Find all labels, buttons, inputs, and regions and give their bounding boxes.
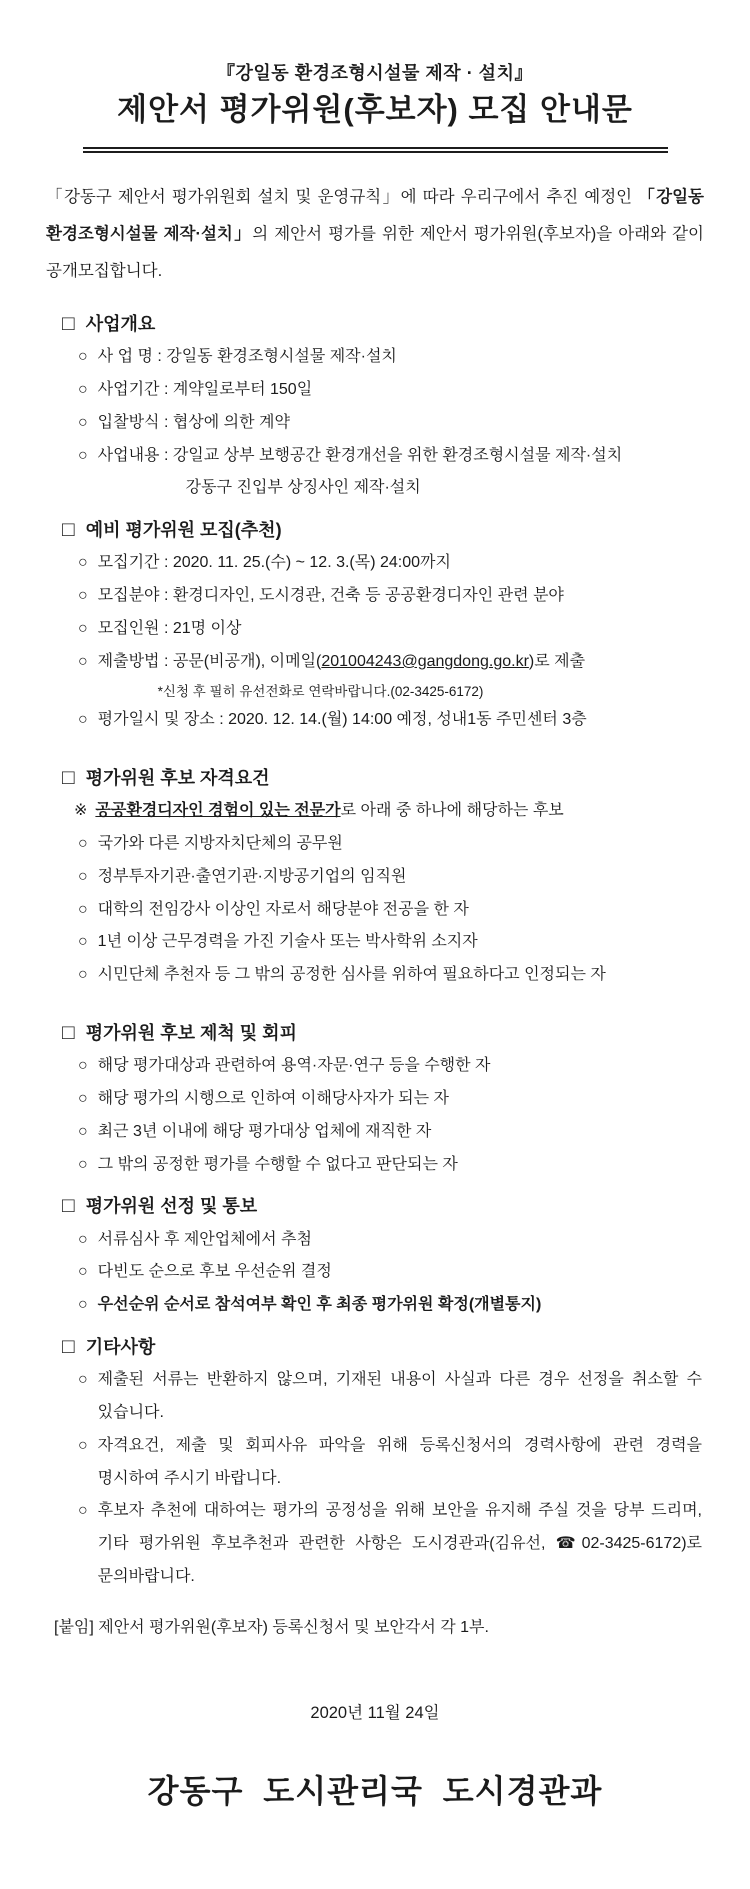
list-item xyxy=(78,1495,702,1593)
list-item xyxy=(78,828,702,861)
misc-item: 자격요건, 제출 및 회피사유 파악을 위해 등록신청서의 경력사항에 관련 경력을 명시하여 주시기 바랍니다. xyxy=(97,1436,702,1487)
qualification-note-rest: 로 아래 중 하나에 해당하는 후보 xyxy=(340,802,564,820)
submission-method-suffix: )로 제출 xyxy=(528,652,586,670)
section-heading xyxy=(62,1016,704,1050)
bidding-method-line: 입찰방식 : 협상에 의한 계약 xyxy=(97,413,290,431)
circle-bullet-icon: ○ xyxy=(78,933,88,951)
evaluation-datetime-line: 평가일시 및 장소 : 2020. 12. 14.(월) 14:00 예정, 성내1동 주민센터 3층 xyxy=(97,711,587,729)
phone-contact-note: *신청 후 필히 유선전화로 연락바랍니다.(02-3425-6172) xyxy=(157,683,484,699)
qualification-item: 시민단체 추천자 등 그 밖의 공정한 심사를 위하여 필요하다고 인정되는 자 xyxy=(97,966,606,984)
exclusion-item: 그 밖의 공정한 평가를 수행할 수 없다고 판단되는 자 xyxy=(97,1155,458,1173)
list-item xyxy=(78,1430,702,1496)
section-heading xyxy=(62,1189,704,1223)
section-heading xyxy=(62,513,704,547)
misc-item: 제출된 서류는 반환하지 않으며, 기재된 내용이 사실과 다른 경우 선정을 취소할 수 있습니다. xyxy=(97,1371,702,1421)
section-heading-label: 평가위원 후보 자격요건 xyxy=(85,768,270,789)
list-item xyxy=(78,1050,702,1083)
doc-date: 2020년 11월 24일 xyxy=(310,1703,440,1722)
section-selection xyxy=(46,1189,704,1322)
circle-bullet-icon: ○ xyxy=(78,620,88,638)
misc-contact-item: 후보자 추천에 대하여는 평가의 공정성을 위해 보안을 유지해 주실 것을 당부 드리며, 기타 평가위원 후보추천과 관련한 사항은 도시경관과(김유선, ☎02-3425-6172)로 문의바랍니다. xyxy=(97,1502,702,1585)
checkbox-icon: □ xyxy=(62,1334,75,1358)
project-content-line: 사업내용 : 강일교 상부 보행공간 환경개선을 위한 환경조형시설물 제작·설치 xyxy=(97,446,623,464)
circle-bullet-icon: ○ xyxy=(78,1436,88,1454)
qualification-item: 대학의 전임강사 이상인 자로서 해당분야 전공을 한 자 xyxy=(97,900,469,918)
list-item xyxy=(78,407,702,440)
circle-bullet-icon: ○ xyxy=(78,1502,88,1520)
selection-item: 서류심사 후 제안업체에서 추첨 xyxy=(97,1230,312,1248)
section-recruitment xyxy=(46,513,704,737)
circle-bullet-icon: ○ xyxy=(78,652,88,670)
list-item xyxy=(78,440,702,506)
checkbox-icon: □ xyxy=(62,765,75,789)
email-link[interactable]: 201004243@gangdong.go.kr xyxy=(321,652,529,670)
doc-subtitle: 『강일동 환경조형시설물 제작 · 설치』 xyxy=(217,63,533,83)
circle-bullet-icon: ○ xyxy=(78,587,88,605)
section-heading xyxy=(62,1330,704,1364)
recruit-field-line: 모집분야 : 환경디자인, 도시경관, 건축 등 공공환경디자인 관련 분야 xyxy=(97,587,564,605)
circle-bullet-icon: ○ xyxy=(78,711,88,729)
section-heading xyxy=(62,761,704,795)
selection-item: 다빈도 순으로 후보 우선순위 결정 xyxy=(97,1263,332,1281)
circle-bullet-icon: ○ xyxy=(78,1230,88,1248)
intro-text-2: 의 제안서 평가를 위한 제안서 평가위원(후보자)을 아래와 같이 공개모집합니다. xyxy=(46,225,704,281)
intro-paragraph xyxy=(46,179,704,290)
circle-bullet-icon: ○ xyxy=(78,867,88,885)
list-item xyxy=(78,1083,702,1116)
section-project-overview xyxy=(46,307,704,505)
checkbox-icon: □ xyxy=(62,1194,75,1218)
page-title: 제안서 평가위원(후보자) 모집 안내문 xyxy=(117,92,633,128)
circle-bullet-icon: ○ xyxy=(78,900,88,918)
submission-method-line xyxy=(98,646,702,679)
intro-text-1: 「강동구 제안서 평가위원회 설치 및 운영규칙」에 따라 우리구에서 추진 예정인 xyxy=(46,188,639,207)
section-heading-label: 기타사항 xyxy=(85,1337,156,1358)
qualification-note-text xyxy=(95,795,563,828)
section-exclusion xyxy=(46,1016,704,1181)
section-heading-label: 평가위원 후보 제척 및 회피 xyxy=(85,1023,297,1044)
selection-final-item: 우선순위 순서로 참석여부 확인 후 최종 평가위원 확정(개별통지) xyxy=(97,1296,542,1314)
list-item xyxy=(78,704,702,737)
project-period-line: 사업기간 : 계약일로부터 150일 xyxy=(97,381,313,399)
reference-mark-icon: ※ xyxy=(74,802,88,820)
recruit-period-line: 모집기간 : 2020. 11. 25.(수) ~ 12. 3.(목) 24:00까지 xyxy=(97,554,451,572)
list-item xyxy=(78,547,702,580)
qualification-note-strong: 공공환경디자인 경험이 있는 전문가 xyxy=(95,802,341,820)
circle-bullet-icon: ○ xyxy=(78,1371,88,1389)
circle-bullet-icon: ○ xyxy=(78,1090,88,1108)
list-item xyxy=(78,1149,702,1182)
section-heading-label: 예비 평가위원 모집(추천) xyxy=(85,520,282,541)
circle-bullet-icon: ○ xyxy=(78,348,88,366)
project-content-continuation: 강동구 진입부 상징사인 제작·설치 xyxy=(185,479,421,497)
submission-method-text: 제출방법 : 공문(비공개), 이메일( xyxy=(97,652,322,670)
exclusion-item: 해당 평가의 시행으로 인하여 이해당사자가 되는 자 xyxy=(97,1090,449,1108)
list-item xyxy=(78,613,702,646)
list-item xyxy=(78,1224,702,1257)
qualification-item: 정부투자기관·출연기관·지방공기업의 임직원 xyxy=(97,867,407,885)
section-misc xyxy=(46,1330,704,1594)
project-name-line: 사 업 명 : 강일동 환경조형시설물 제작·설치 xyxy=(97,348,397,366)
title-divider xyxy=(83,147,668,153)
circle-bullet-icon: ○ xyxy=(78,413,88,431)
circle-bullet-icon: ○ xyxy=(78,1263,88,1281)
checkbox-icon: □ xyxy=(62,311,75,335)
project-content-block xyxy=(98,440,702,506)
qualification-item: 1년 이상 근무경력을 가진 기술사 또는 박사학위 소지자 xyxy=(97,933,478,951)
section-heading-label: 사업개요 xyxy=(85,314,156,335)
list-item xyxy=(78,894,702,927)
list-item xyxy=(78,959,702,992)
list-item xyxy=(78,1364,702,1430)
circle-bullet-icon: ○ xyxy=(78,1155,88,1173)
section-heading-label: 평가위원 선정 및 통보 xyxy=(85,1196,258,1217)
circle-bullet-icon: ○ xyxy=(78,381,88,399)
attachment-note: [붙임] 제안서 평가위원(후보자) 등록신청서 및 보안각서 각 1부. xyxy=(54,1618,489,1636)
section-heading xyxy=(62,307,704,341)
list-item xyxy=(78,580,702,613)
circle-bullet-icon: ○ xyxy=(78,554,88,572)
list-item xyxy=(78,1116,702,1149)
list-item xyxy=(78,374,702,407)
recruit-count-line: 모집인원 : 21명 이상 xyxy=(97,620,242,638)
list-item xyxy=(78,646,702,704)
circle-bullet-icon: ○ xyxy=(78,835,88,853)
circle-bullet-icon: ○ xyxy=(78,1057,88,1075)
circle-bullet-icon: ○ xyxy=(78,446,88,464)
list-item xyxy=(78,1256,702,1289)
section-qualifications xyxy=(46,761,704,992)
list-item xyxy=(78,861,702,894)
qualification-note xyxy=(74,795,704,828)
exclusion-item: 최근 3년 이내에 해당 평가대상 업체에 재직한 자 xyxy=(97,1122,432,1140)
qualification-item: 국가와 다른 지방자치단체의 공무원 xyxy=(97,835,343,853)
circle-bullet-icon: ○ xyxy=(78,966,88,984)
checkbox-icon: □ xyxy=(62,1020,75,1044)
list-item xyxy=(78,1289,702,1322)
issuing-department: 강동구 도시관리국 도시경관과 xyxy=(147,1773,603,1810)
intro-project-name: 「강일동 환경조형시설물 제작·설치」 xyxy=(46,188,705,244)
circle-bullet-icon: ○ xyxy=(78,1122,88,1140)
circle-bullet-icon: ○ xyxy=(78,1296,88,1314)
list-item xyxy=(78,341,702,374)
submission-method-block xyxy=(98,646,702,704)
checkbox-icon: □ xyxy=(62,517,75,541)
exclusion-item: 해당 평가대상과 관련하여 용역·자문·연구 등을 수행한 자 xyxy=(97,1057,491,1075)
list-item xyxy=(78,926,702,959)
